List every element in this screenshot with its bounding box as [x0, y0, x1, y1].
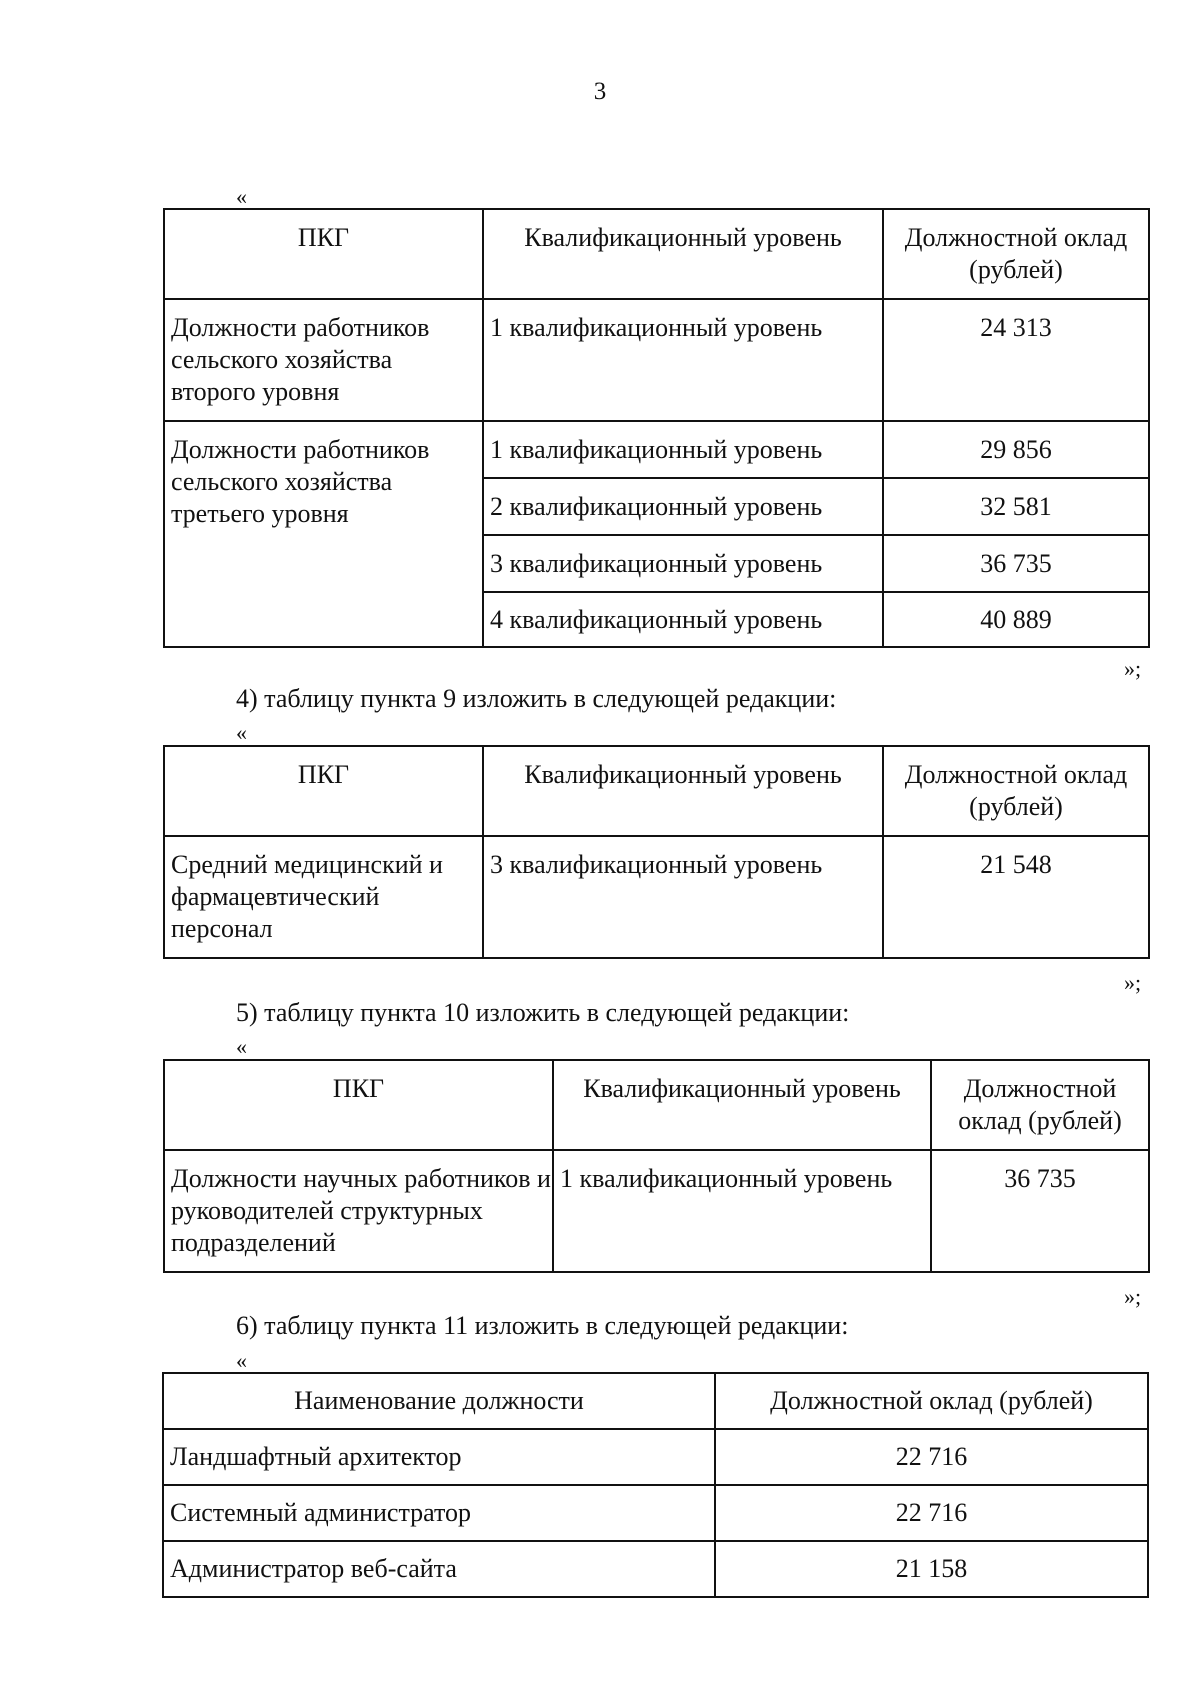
qualification-level: 3 квалификационный уровень	[483, 535, 883, 592]
salary-value: 36 735	[931, 1150, 1149, 1272]
salary-value: 40 889	[883, 592, 1149, 647]
table-row	[164, 421, 1149, 478]
instruction-paragraph: 6) таблицу пункта 11 изложить в следующей редакции:	[236, 1311, 849, 1340]
pkg-name: Средний медицинский и фармацевтический персонал	[164, 836, 483, 958]
salary-value: 21 548	[883, 836, 1149, 958]
salary-value: 22 716	[715, 1485, 1148, 1541]
qualification-level: 4 квалификационный уровень	[483, 592, 883, 647]
qualification-level: 1 квалификационный уровень	[553, 1150, 931, 1272]
qualification-level: 2 квалификационный уровень	[483, 478, 883, 535]
pkg-name: Должности научных работников и руководителей структурных подразделений	[164, 1150, 553, 1272]
close-quote: »;	[1124, 970, 1142, 995]
salary-value: 29 856	[883, 421, 1149, 478]
qualification-level: 3 квалификационный уровень	[483, 836, 883, 958]
salary-value: 21 158	[715, 1541, 1148, 1597]
instruction-paragraph: 4) таблицу пункта 9 изложить в следующей редакции:	[236, 684, 837, 713]
position-name: Администратор веб-сайта	[163, 1541, 715, 1597]
position-name: Системный администратор	[163, 1485, 715, 1541]
salary-value: 32 581	[883, 478, 1149, 535]
open-quote: «	[236, 1348, 247, 1373]
page-number: 3	[593, 78, 607, 105]
header-position: Наименование должности	[163, 1373, 715, 1429]
close-quote: »;	[1124, 1284, 1142, 1309]
header-salary: Должностной оклад (рублей)	[883, 746, 1149, 836]
open-quote: «	[236, 184, 247, 209]
salary-value: 36 735	[883, 535, 1149, 592]
header-pkg: ПКГ	[164, 1060, 553, 1150]
header-level: Квалификационный уровень	[483, 209, 883, 299]
open-quote: «	[236, 1034, 247, 1059]
header-pkg: ПКГ	[164, 209, 483, 299]
salary-value: 24 313	[883, 299, 1149, 421]
header-pkg: ПКГ	[164, 746, 483, 836]
table-header-row	[164, 209, 1149, 299]
table-row	[163, 1429, 1148, 1485]
table-header-row	[163, 1373, 1148, 1429]
table-header-row	[164, 1060, 1149, 1150]
table-header-row	[164, 746, 1149, 836]
header-salary: Должностной оклад (рублей)	[931, 1060, 1149, 1150]
open-quote: «	[236, 720, 247, 745]
qualification-level: 1 квалификационный уровень	[483, 299, 883, 421]
header-salary: Должностной оклад (рублей)	[715, 1373, 1148, 1429]
qualification-level: 1 квалификационный уровень	[483, 421, 883, 478]
close-quote: »;	[1124, 656, 1142, 681]
pkg-name: Должности работников сельского хозяйства второго уровня	[164, 299, 483, 421]
header-salary: Должностной оклад (рублей)	[883, 209, 1149, 299]
pkg-name: Должности работников сельского хозяйства третьего уровня	[164, 421, 483, 647]
salary-table-medical	[163, 745, 1150, 959]
table-row	[164, 1150, 1149, 1272]
table-row	[164, 299, 1149, 421]
instruction-paragraph: 5) таблицу пункта 10 изложить в следующей редакции:	[236, 998, 850, 1027]
salary-value: 22 716	[715, 1429, 1148, 1485]
position-name: Ландшафтный архитектор	[163, 1429, 715, 1485]
table-row	[164, 836, 1149, 958]
header-level: Квалификационный уровень	[553, 1060, 931, 1150]
header-level: Квалификационный уровень	[483, 746, 883, 836]
table-row	[163, 1541, 1148, 1597]
salary-table-positions	[162, 1372, 1149, 1598]
salary-table-agriculture	[163, 208, 1150, 648]
table-row	[163, 1485, 1148, 1541]
salary-table-science	[163, 1059, 1150, 1273]
